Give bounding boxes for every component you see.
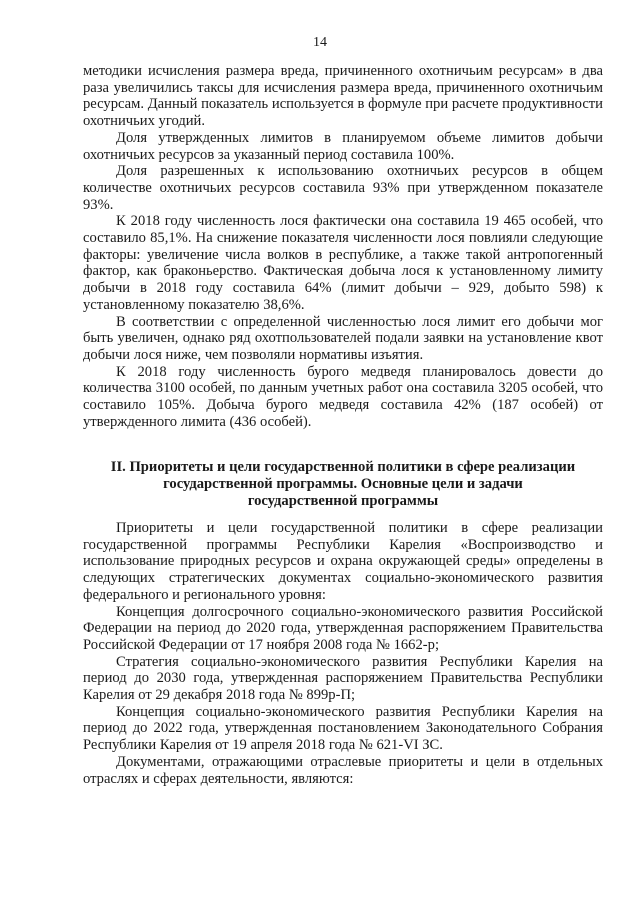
body-text-bottom xyxy=(83,520,603,787)
paragraph: К 2018 году численность бурого медведя планировалось довести до количества 3100 особей, по данным учетных работ она составила 3205 особей, что составило 105%. Добыча бурого медведя составила 42% (187 особей) от утвержденного лимита (436 особей). xyxy=(83,363,603,430)
section-heading xyxy=(83,459,603,510)
heading-line: государственной программы xyxy=(247,493,439,509)
paragraph: Концепция социально-экономического развития Республики Карелия на период до 2022 года, утвержденная постановлением Законодательного Собрания Республики Карелия от 19 апреля 2018 года № 621-VI ЗС. xyxy=(83,703,603,754)
paragraph: Документами, отражающими отраслевые приоритеты и цели в отдельных отраслях и сферах деятельности, являются: xyxy=(83,753,603,787)
paragraph: методики исчисления размера вреда, причиненного охотничьим ресурсам» в два раза увеличились таксы для исчисления размера вреда, причиненного охотничьим ресурсам. Данный показатель используется в формуле при расчете продуктивности охотничьих угодий. xyxy=(83,63,603,130)
paragraph: В соответствии с определенной численностью лося лимит его добычи мог быть увеличен, однако ряд охотпользователей подали заявки на установление квот добычи лося ниже, чем позволяли нормативы изъятия. xyxy=(83,313,603,363)
paragraph: Приоритеты и цели государственной политики в сфере реализации государственной программы Республики Карелия «Воспроизводство и использование природных ресурсов и охрана окружающей среды» определены в следующих стратегических документах социально-экономического развития федерального и регионального уровня: xyxy=(83,520,603,603)
paragraph: К 2018 году численность лося фактически она составила 19 465 особей, что составило 85,1%. На снижение показателя численности лося повлияли следующие факторы: увеличение числа волков в республике, а также такой антропогенный фактор, как браконьерство. Фактическая добыча лося к установленному лимиту добычи в 2018 году составила 64% (лимит добычи – 929, добыто 598) к установленному показателю 38,6%. xyxy=(83,213,603,313)
body-text-top xyxy=(83,63,603,430)
page-number: 14 xyxy=(313,35,327,50)
heading-line: государственной программы. Основные цели и задачи xyxy=(163,476,523,492)
paragraph: Стратегия социально-экономического развития Республики Карелия на период до 2030 года, утвержденная распоряжением Правительства Республики Карелия от 29 декабря 2018 года № 899р-П; xyxy=(83,653,603,704)
paragraph: Концепция долгосрочного социально-экономического развития Российской Федерации на период до 2020 года, утвержденная распоряжением Правительства Российской Федерации от 17 ноября 2008 года № 1662-р; xyxy=(83,603,603,653)
heading-line: II. Приоритеты и цели государственной политики в сфере реализации xyxy=(110,459,576,475)
paragraph: Доля утвержденных лимитов в планируемом объеме лимитов добычи охотничьих ресурсов за указанный период составила 100%. xyxy=(83,129,603,163)
paragraph: Доля разрешенных к использованию охотничьих ресурсов в общем количестве охотничьих ресурсов составила 93% при утвержденном показателе 93%. xyxy=(83,163,603,213)
